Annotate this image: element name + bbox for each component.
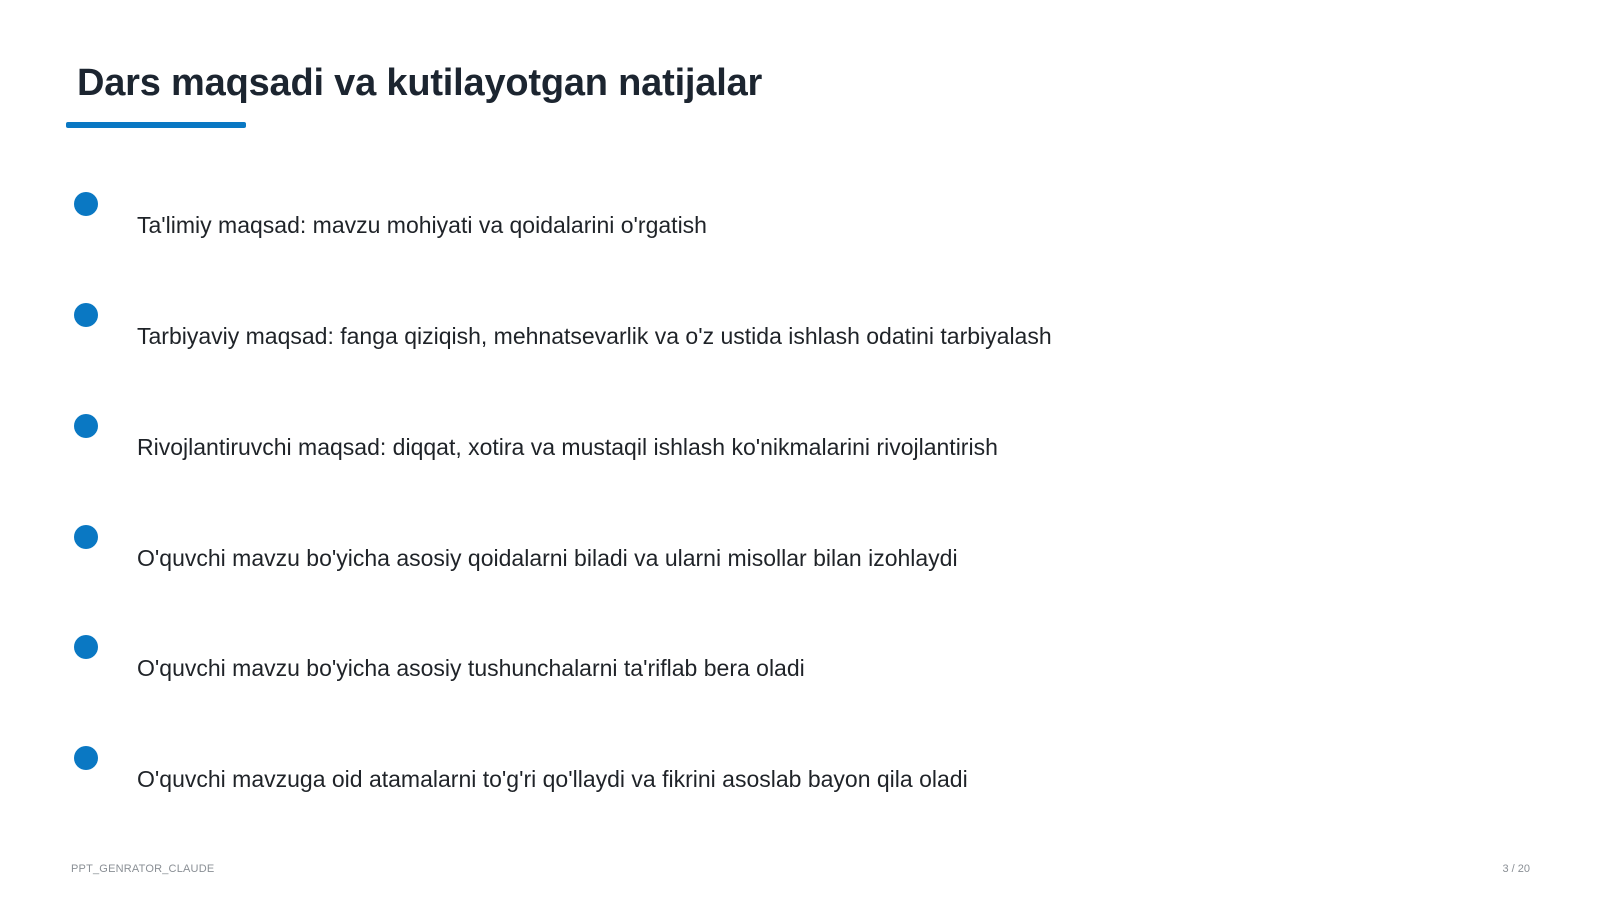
bullet-item — [0, 525, 1600, 585]
slide-title: Dars maqsadi va kutilayotgan natijalar — [77, 62, 763, 104]
bullet-item — [0, 635, 1600, 695]
bullet-dot-icon — [74, 303, 98, 327]
bullet-dot-icon — [74, 414, 98, 438]
footer-source-label: PPT_GENRATOR_CLAUDE — [71, 863, 215, 875]
bullet-dot-icon — [74, 525, 98, 549]
bullet-text: Tarbiyaviy maqsad: fanga qiziqish, mehnatsevarlik va o'z ustida ishlash odatini tarbiyalash — [137, 323, 1052, 349]
bullet-dot-icon — [74, 635, 98, 659]
bullet-item — [0, 746, 1600, 806]
bullet-text: O'quvchi mavzu bo'yicha asosiy qoidalarni biladi va ularni misollar bilan izohlaydi — [137, 545, 958, 571]
bullet-item — [0, 192, 1600, 252]
bullet-text: Rivojlantiruvchi maqsad: diqqat, xotira va mustaqil ishlash ko'nikmalarini rivojlantirish — [137, 434, 998, 460]
bullet-item — [0, 414, 1600, 474]
bullet-dot-icon — [74, 192, 98, 216]
bullet-dot-icon — [74, 746, 98, 770]
bullet-text: O'quvchi mavzuga oid atamalarni to'g'ri qo'llaydi va fikrini asoslab bayon qila oladi — [137, 766, 968, 792]
bullet-text: Ta'limiy maqsad: mavzu mohiyati va qoidalarini o'rgatish — [137, 212, 707, 238]
bullet-item — [0, 303, 1600, 363]
page-number: 3 / 20 — [1502, 863, 1530, 875]
bullet-text: O'quvchi mavzu bo'yicha asosiy tushunchalarni ta'riflab bera oladi — [137, 655, 805, 681]
